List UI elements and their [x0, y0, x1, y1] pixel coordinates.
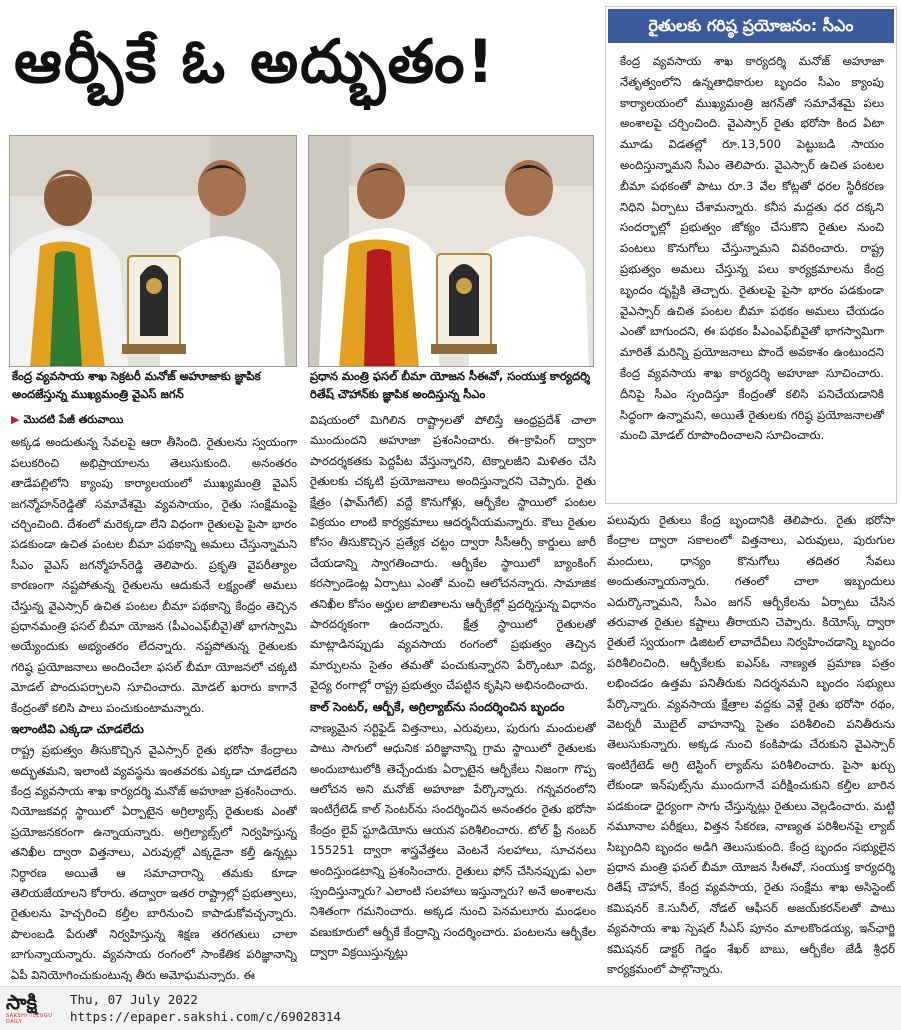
- column-2-subheading: కాల్ సెంటర్, ఆర్బీకే, అగ్రిల్యాబ్‌ను సందర్శించిన బృందం: [310, 699, 565, 714]
- photo-right: [308, 135, 594, 367]
- photo-left: [9, 135, 297, 367]
- photo-left-caption: కేంద్ర వ్యవసాయ శాఖ సెక్రటరీ మనోజ్ అహూజాకు జ్ఞాపిక అందజేస్తున్న ముఖ్యమంత్రి వైఎస్ జగన్: [12, 369, 261, 401]
- column-3: [607, 510, 895, 982]
- footer-url[interactable]: https://epaper.sakshi.com/c/69028314: [70, 1009, 341, 1024]
- photo-right-caption: ప్రధాన మంత్రి ఫసల్ బీమా యోజన సీఈవో, సంయుక్త కార్యదర్శి రితేష్ చౌహాన్‌కు జ్ఞాపిక అందిస్తున్న సీఎం: [310, 369, 590, 401]
- footer-date: Thu, 07 July 2022: [70, 992, 198, 1007]
- footer-text: [70, 991, 341, 1025]
- column-1-paragraph-2: రాష్ట్ర ప్రభుత్వం తీసుకొచ్చిన వైఎస్సార్ రైతు భరోసా కేంద్రాలు అద్భుతమని, ఇలాంటి వ్యవస్థను ఇంతవరకు ఎక్కడా చూడలేదని కేంద్ర వ్యవసాయ శాఖ కార్యదర్శి మనోజ్ అహూజా ప్రశంసించారు. నియోజకవర్గ స్థాయిలో ఏర్పాటైన అగ్రిల్యాబ్స్ రైతులకు ఎంతో ప్రయోజనకరంగా ఉన్నాయన్నారు. అగ్రిల్యాబ్స్‌లో నిర్వహిస్తున్న తనిఖీల ద్వారా విత్తనాలు, ఎరువుల్లో ఎక్కడైనా కల్తీ ఉన్నట్లు నిర్ధారణ అయితే ఆ సమాచారాన్ని తమకు కూడా తెలియజేయాలని కోరారు. తద్వారా ఇతర రాష్ట్రాల్లో ప్రభుత్వాలు, రైతులను హెచ్చరించి కల్తీల బారినుంచి కాపాడుకోవచ్చన్నారు. పొలంబడి పేరుతో నిర్వహిస్తున్న శిక్షణ తరగతులు చాలా బాగున్నాయన్నారు. వ్యవసాయ రంగంలో సాంకేతిక పరిజ్ఞానాన్ని ఏపీ వినియోగించుకుంటున్న తీరు అమోఘమన్నారు. ఈ: [11, 743, 297, 982]
- column-1-paragraph-1: అక్కడ అందుతున్న సేవలపై ఆరా తీసింది. రైతులను స్వయంగా పలుకరించి అభిప్రాయాలను తెలుసుకుంది. అనంతరం తాడేపల్లిలోని క్యాంపు కార్యాలయంలో ముఖ్యమంత్రి వైఎస్ జగన్మోహన్‌రెడ్డితో సమావేశమై వ్యవసాయం, రైతు సంక్షేమంపై చర్చించింది. దేశంలో మరెక్కడా లేని విధంగా రైతులపై పైసా భారం పడకుండా ఉచిత పంటల బీమా పథకాన్ని అమలు చేస్తున్నామని సీఎం వైఎస్ జగన్మోహన్‌రెడ్డి తెలిపారు. ప్రకృతి వైపరీత్యాల కారణంగా నష్టపోతున్న రైతులను ఆదుకునే లక్ష్యంతో అమలు చేస్తున్న వైఎస్సార్ ఉచిత పంటల బీమా పథకాన్ని కేంద్రం తెచ్చిన ప్రధానమంత్రి ఫసల్ బీమా యోజన (పీఎంఎఫ్‌బీవై)తో భాగస్వామి అయ్యేందుకు అభ్యంతరం లేదన్నారు. నష్టపోతున్న రైతులకు గరిష్ఠ ప్రయోజనాలు అందించేలా ఫసల్ బీమా యోజనలో చక్కటి మోడల్ పొందుపర్చాలని సూచించారు. మోడల్ ఖరారు కాగానే కేంద్రంతో కలిసి పాలు పంచుకుంటామన్నారు.: [11, 435, 297, 715]
- triangle-icon: ▶: [11, 413, 20, 426]
- headline: ఆర్బీకే ఓ అద్భుతం!: [14, 27, 496, 97]
- sidebar-body: కేంద్ర వ్యవసాయ శాఖ కార్యదర్శి మనోజ్ అహూజా నేతృత్వంలోని ఉన్నతాధికారుల బృందం సీఎం క్యాంపు కార్యాలయంలో ముఖ్యమంత్రి జగన్‌తో సమావేశమై పలు అంశాలపై చర్చించింది. వైఎస్సార్ రైతు భరోసా కింద ఏటా మూడు విడతల్లో రూ.13,500 పెట్టుబడి సాయం అందిస్తున్నామని సీఎం తెలిపారు. వైఎస్సార్ ఉచిత పంటల బీమా పథకంతో పాటు రూ.3 వేల కోట్లతో ధరల స్థిరీకరణ నిధిని ఏర్పాటు చేశామన్నారు. కనీస మద్దతు ధర దక్కని సందర్భాల్లో ప్రభుత్వం జోక్యం చేసుకొని రైతుల నుంచి పంటలు కొనుగోలు చేస్తున్నామని వివరించారు. రాష్ట్ర ప్రభుత్వం అమలు చేస్తున్న పలు కార్యక్రమాలను కేంద్ర బృందం దృష్టికి తెచ్చారు. రైతులపై పైసా భారం పడకుండా వైఎస్సార్ ఉచిత పంటల బీమా పథకం అమలు చేయడం ఎంతో బాగుందని, ఈ పథకం పీఎంఎఫ్‌బీవైతో భాగస్వామిగా మారితే మరిన్ని ప్రయోజనాలు పొందే అవకాశం ఉంటుందని కేంద్ర వ్యవసాయ శాఖ కార్యదర్శి అహూజా సూచించారు. దీనిపై సీఎం స్పందిస్తూ కేంద్రంతో కలిసి పనిచేయడానికి సిద్ధంగా ఉన్నామని, అయితే రైతులకు గరిష్ఠ ప్రయోజనాలతో మంచి మోడల్ రూపొందించాలని సూచించారు.: [620, 54, 884, 443]
- column-3-paragraph-1: పలువురు రైతులు కేంద్ర బృందానికి తెలిపారు. రైతు భరోసా కేంద్రాల ద్వారా సకాలంలో విత్తనాలు, ఎరువులు, పురుగుల మందులు, ధాన్యం కొనుగోలు తదితర సేవలు అందుతున్నాయన్నారు. గతంలో చాలా ఇబ్బందులు ఎదుర్కొన్నామని, సీఎం జగన్ ఆర్బీకేలను ఏర్పాటు చేసిన తరువాత రైతుల కష్టాలు తీరాయని చెప్పారు. కియోస్క్ ద్వారా రైతులే స్వయంగా డిజిటల్ లావాదేవీలు నిర్వహించడాన్ని బృందం పరిశీలించింది. ఆర్బీకేలకు ఐఎస్ఓ నాణ్యత ప్రమాణ పత్రం లభించడం ఉత్తమ పనితీరుకు నిదర్శనమని బృందం సభ్యులు పేర్కొన్నారు. వ్యవసాయ క్షేత్రాల వద్దకు వెళ్లే రైతు భరోసా రథం, వెటర్నరీ మొబైల్ వాహనాన్ని సైతం పరిశీలించి పనితీరును తెలుసుకున్నారు. అక్కడ నుంచి కంకిపాడు చేరుకుని వైఎస్సార్ ఇంటిగ్రేటెడ్ అగ్రి టెస్టింగ్ ల్యాబ్‌ను పరిశీలించారు. పైసా ఖర్చు లేకుండా ఇన్‌పుట్స్‌ను ముందుగానే పరీక్షించుకుని కల్తీల బారిన పడకుండా ధైర్యంగా సాగు చేస్తున్నట్లు రైతులు వెల్లడించారు. మట్టి నమూనాల పరీక్షలు, విత్తన సేకరణ, నాణ్యత పరిశీలనపై ల్యాబ్ సిబ్బందిని బృందం అడిగి తెలుసుకుంది. కేంద్ర బృందం సభ్యులైన ప్రధాన మంత్రి ఫసల్ బీమా యోజన సీఈవో, సంయుక్త కార్యదర్శి రితేష్ చౌహాన్, కేంద్ర వ్యవసాయ, రైతు సంక్షేమ శాఖ అసిస్టెంట్ కమిషనర్ కె.సునీల్, నోడల్ ఆఫీసర్ అజయ్‌కరన్‌లతో పాటు వ్యవసాయ శాఖ స్పెషల్ సీఎస్ పూనం మాలకొండయ్య, ఇన్‌ఛార్జి కమిషనర్ డాక్టర్ గెడ్డం శేఖర్ బాబు, ఆర్బీకేల జేడీ శ్రీధర్ కార్యక్రమంలో పాల్గొన్నారు.: [607, 513, 895, 976]
- photo-right-image: [309, 136, 594, 367]
- jump-line: [11, 410, 297, 430]
- column-1: [11, 410, 297, 982]
- sidebar-title: రైతులకు గరిష్ఠ ప్రయోజనం: సీఎం: [608, 9, 894, 43]
- logo-word: సాక్షి: [6, 990, 38, 1014]
- sidebar-box: [605, 6, 897, 504]
- photo-left-image: [10, 136, 297, 367]
- logo-subtitle: SAKSHI TELUGU DAILY: [6, 1013, 53, 1025]
- newspaper-logo: [6, 991, 64, 1025]
- jump-line-text: మొదటి పేజీ తరువాయి: [23, 413, 124, 426]
- column-2-paragraph-1: విషయంలో మిగిలిన రాష్ట్రాలతో పోలిస్తే ఆంధ్రప్రదేశ్ చాలా ముందుందని అహూజా ప్రశంసించారు. ఈ–క్రాపింగ్ ద్వారా పారదర్శకతకు పెద్దపీట వేస్తున్నారని, టెక్నాలజీని మిళితం చేసి రైతులకు చక్కటి ప్రయోజనాలు అందిస్తున్నారని చెప్పారు. రైతు క్షేత్రం (ఫామ్‌గేట్) వద్దే కొనుగోళ్లు, ఆర్బీకేల స్థాయిలో పంటల విక్రయం లాంటి కార్యక్రమాలు ఆదర్శనీయమన్నారు. కౌలు రైతుల కోసం తీసుకొచ్చిన ప్రత్యేక చట్టం ద్వారా సీసీఆర్సీ కార్డులు జారీ చేయడాన్ని స్వాగతించారు. ఆర్బీకేల స్థాయిలో బ్యాంకింగ్ కరస్పాండెంట్ల ఏర్పాటు ఎంతో మంచి ఆలోచనన్నారు. సామాజిక తనిఖీల కోసం అర్హుల జాబితాలను ఆర్బీకేల్లో ప్రదర్శిస్తున్న విధానం పారదర్శకంగా ఉందన్నారు. క్షేత్ర స్థాయిలో రైతులతో మాట్లాడినప్పుడు వ్యవసాయ రంగంలో ప్రభుత్వం తెచ్చిన మార్పులను సైతం తమతో పంచుకున్నారని పేర్కొంటూ విద్య, వైద్య రంగాల్లో రాష్ట్ర ప్రభుత్వం చేపట్టిన కృషిని అభినందించారు.: [310, 413, 596, 693]
- column-1-subheading: ఇలాంటివి ఎక్కడా చూడలేదు: [11, 722, 144, 737]
- column-2: [310, 410, 596, 982]
- footer: [0, 986, 901, 1030]
- column-2-paragraph-2: నాణ్యమైన సర్టిఫైడ్ విత్తనాలు, ఎరువులు, పురుగు మందులతో పాటు సాగులో ఆధునిక పరిజ్ఞానాన్ని గ్రామ స్థాయిలో రైతులకు అందుబాటులోకి తెచ్చేందుకు ఏర్పాటైన ఆర్బీకేలు నిజంగా గొప్ప ఆలోచన అని మనోజ్ అహూజా పేర్కొన్నారు. గన్నవరంలోని ఇంటిగ్రేటెడ్ కాల్ సెంటర్‌ను సందర్శించిన అనంతరం రైతు భరోసా కేంద్రం లైవ్ స్టూడియోను ఆయన పరిశీలించారు. టోల్ ఫ్రీ నంబర్ 155251 ద్వారా శాస్త్రవేత్తలు వెంటనే సలహాలు, సూచనలు అందిస్తుండటాన్ని ప్రశంసించారు. రైతులు ఫోన్ చేసినప్పుడు ఎలా స్పందిస్తున్నారు? ఎలాంటి సలహాలు ఇస్తున్నారు? అనే అంశాలను నిశితంగా గమనించారు. అక్కడ నుంచి పెనమలూరు మండలం వణుకూరులో ఆర్బీకే కేంద్రాన్ని సందర్శించారు. పంటలను ఆర్బీకేల ద్వారా విక్రయిస్తున్నట్లు: [310, 720, 596, 960]
